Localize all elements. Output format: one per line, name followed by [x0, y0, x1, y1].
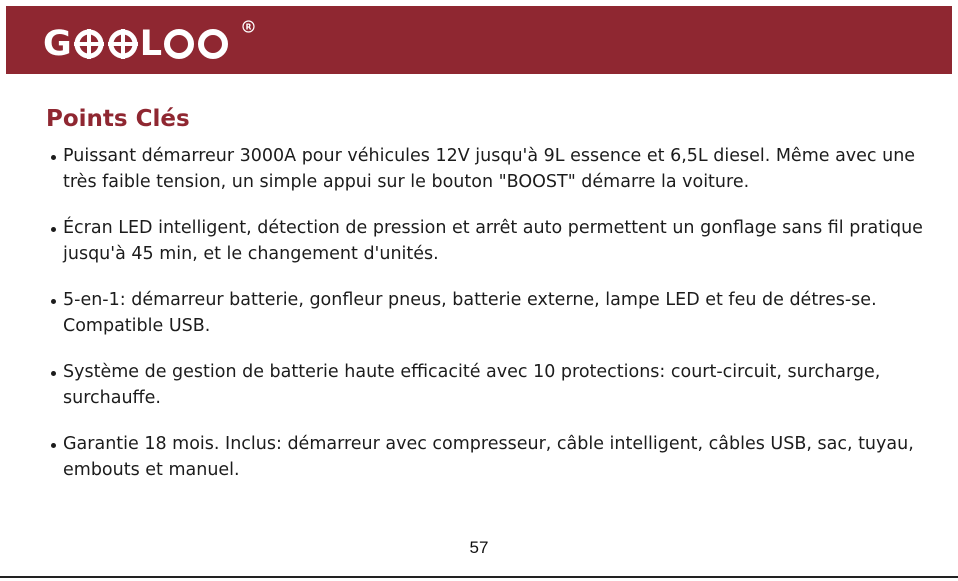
key-points-list	[44, 143, 924, 503]
list-item-text: Système de gestion de batterie haute efficacité avec 10 protections: court-circuit, surcharge, surchauffe.	[63, 362, 881, 408]
bullet-dot-icon	[51, 299, 56, 304]
list-item	[44, 143, 924, 195]
list-item-text: Puissant démarreur 3000A pour véhicules 12V jusqu'à 9L essence et 6,5L diesel. Même avec une très faible tension, un simple appui sur le bouton "BOOST" démarre la voiture.	[63, 146, 916, 192]
list-item	[44, 359, 924, 411]
list-item-text: 5-en-1: démarreur batterie, gonfleur pneus, batterie externe, lampe LED et feu de détres-se. Compatible USB.	[63, 290, 877, 336]
logo-letter-l: L	[139, 24, 163, 64]
registered-trademark-icon	[242, 20, 255, 33]
logo-ring-o-icon	[163, 28, 195, 60]
gooloo-logo	[43, 22, 252, 64]
page-number: 57	[469, 538, 489, 557]
page-title: Points Clés	[46, 106, 190, 132]
list-item	[44, 215, 924, 267]
logo-crosshair-o-icon	[73, 28, 105, 60]
bullet-dot-icon	[51, 155, 56, 160]
bullet-dot-icon	[51, 371, 56, 376]
registered-mark-letter: R	[245, 22, 252, 32]
list-item	[44, 287, 924, 339]
logo-ring-o-icon	[197, 28, 229, 60]
logo-crosshair-o-icon	[107, 28, 139, 60]
logo-letter-g: G	[43, 24, 72, 64]
footer-divider	[0, 576, 958, 578]
bullet-dot-icon	[51, 227, 56, 232]
bullet-dot-icon	[51, 443, 56, 448]
list-item-text: Écran LED intelligent, détection de pression et arrêt auto permettent un gonflage sans fil pratique jusqu'à 45 min, et le changement d'unités.	[63, 218, 923, 264]
list-item-text: Garantie 18 mois. Inclus: démarreur avec compresseur, câble intelligent, câbles USB, sac, tuyau, embouts et manuel.	[63, 434, 914, 480]
list-item	[44, 431, 924, 483]
